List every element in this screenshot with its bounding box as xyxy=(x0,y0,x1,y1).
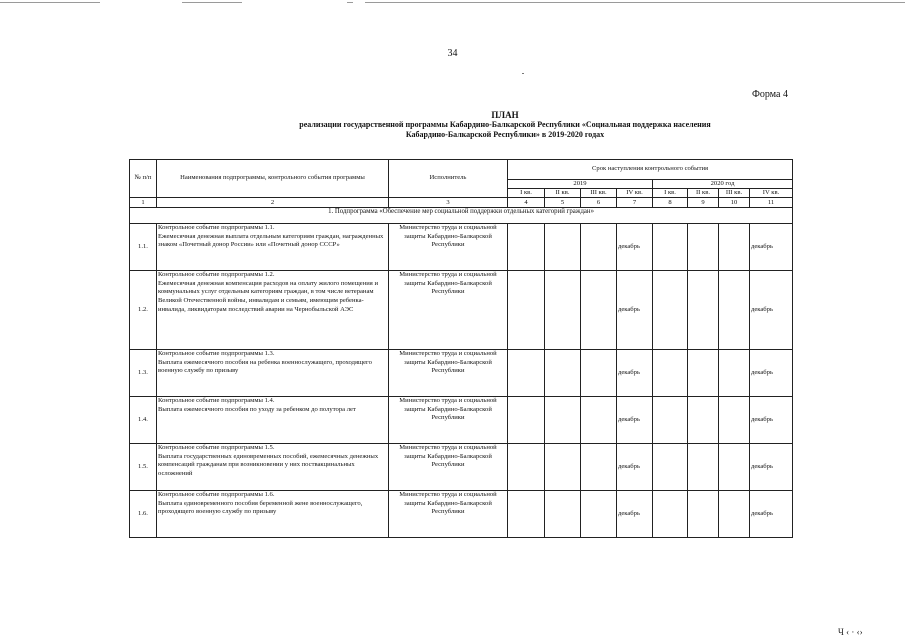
column-number: 8 xyxy=(653,198,688,208)
row-executor: Министерство труда и социальной защиты Кабардино-Балкарской Республики xyxy=(389,444,508,491)
quarter-cell xyxy=(719,224,750,271)
quarter-cell xyxy=(719,397,750,444)
quarter-cell xyxy=(545,491,581,538)
row-number: 1.3. xyxy=(130,350,157,397)
scan-edge-line-left xyxy=(0,2,100,3)
quarter-cell xyxy=(653,271,688,350)
quarter-cell xyxy=(719,491,750,538)
quarter-cell-deadline: декабрь xyxy=(617,397,653,444)
title-line-1: ПЛАН xyxy=(491,110,519,120)
quarter-cell xyxy=(653,444,688,491)
column-number: 10 xyxy=(719,198,750,208)
quarter-cell xyxy=(581,271,617,350)
column-number: 11 xyxy=(750,198,793,208)
column-number: 9 xyxy=(688,198,719,208)
header-quarter: III кв. xyxy=(581,189,617,198)
table-row xyxy=(130,224,793,271)
column-number: 2 xyxy=(157,198,389,208)
quarter-cell xyxy=(719,444,750,491)
quarter-cell xyxy=(545,397,581,444)
quarter-cell-deadline: декабрь xyxy=(750,397,793,444)
quarter-cell xyxy=(508,224,545,271)
row-number: 1.6. xyxy=(130,491,157,538)
row-event-name: Контрольное событие подпрограммы 1.6. Выплата единовременного пособия беременной жене военнослужащего, проходящего военную службу по призыву xyxy=(157,491,389,538)
scan-edge-line-right xyxy=(365,2,905,3)
form-label: Форма 4 xyxy=(752,89,788,100)
quarter-cell xyxy=(719,350,750,397)
row-event-name: Контрольное событие подпрограммы 1.1. Ежемесячная денежная выплата отдельным категориям граждан, награжденных знаком «Почетный донор России» или «Почетный донор СССР» xyxy=(157,224,389,271)
row-executor: Министерство труда и социальной защиты Кабардино-Балкарской Республики xyxy=(389,397,508,444)
quarter-cell xyxy=(545,271,581,350)
row-executor: Министерство труда и социальной защиты Кабардино-Балкарской Республики xyxy=(389,224,508,271)
page-number: 34 xyxy=(447,48,458,59)
quarter-cell xyxy=(581,444,617,491)
quarter-cell xyxy=(581,350,617,397)
row-event-name: Контрольное событие подпрограммы 1.4. Выплата ежемесячного пособия по уходу за ребенком до полутора лет xyxy=(157,397,389,444)
quarter-cell xyxy=(688,491,719,538)
header-quarter: IV кв. xyxy=(750,189,793,198)
quarter-cell xyxy=(581,397,617,444)
table-row xyxy=(130,491,793,538)
scan-edge-line-mid xyxy=(182,2,242,3)
column-number-row xyxy=(130,198,793,208)
plan-table xyxy=(129,159,793,538)
row-executor: Министерство труда и социальной защиты Кабардино-Балкарской Республики xyxy=(389,350,508,397)
row-number: 1.1. xyxy=(130,224,157,271)
row-event-name: Контрольное событие подпрограммы 1.5. Выплата государственных единовременных пособий, ежемесячных денежных компенсаций гражданам при возникновении у них поствакцинальных осложнений xyxy=(157,444,389,491)
row-executor: Министерство труда и социальной защиты Кабардино-Балкарской Республики xyxy=(389,491,508,538)
table-row xyxy=(130,271,793,350)
scan-speck xyxy=(522,73,524,74)
header-year-2019: 2019 xyxy=(508,180,653,189)
row-number: 1.2. xyxy=(130,271,157,350)
header-quarter: I кв. xyxy=(653,189,688,198)
quarter-cell-deadline: декабрь xyxy=(750,350,793,397)
quarter-cell xyxy=(688,444,719,491)
quarter-cell xyxy=(653,350,688,397)
header-quarter: II кв. xyxy=(545,189,581,198)
column-number: 4 xyxy=(508,198,545,208)
quarter-cell xyxy=(545,224,581,271)
header-year-2020: 2020 год xyxy=(653,180,793,189)
header-executor: Исполнитель xyxy=(389,160,508,198)
title-line-2: реализации государственной программы Кабардино-Балкарской Республики «Социальная поддержка населения xyxy=(299,120,711,129)
quarter-cell-deadline: декабрь xyxy=(750,271,793,350)
header-num: № п/п xyxy=(130,160,157,198)
corner-marks: Ч ‹ · ‹› xyxy=(838,627,863,637)
header-name: Наименования подпрограммы, контрольного события программы xyxy=(157,160,389,198)
row-event-name: Контрольное событие подпрограммы 1.2. Ежемесячная денежная компенсация расходов на оплату жилого помещения и коммунальных услуг отдельным категориям граждан, в том числе ветеранам Великой Отечественной войны, инвалидам и семьям, имеющим ребенка-инвалида, ликвидаторам последствий аварии на Чернобыльской АЭС xyxy=(157,271,389,350)
column-number: 7 xyxy=(617,198,653,208)
section-row xyxy=(130,208,793,224)
quarter-cell xyxy=(653,397,688,444)
quarter-cell xyxy=(688,397,719,444)
quarter-cell-deadline: декабрь xyxy=(617,271,653,350)
quarter-cell xyxy=(653,224,688,271)
quarter-cell xyxy=(688,350,719,397)
quarter-cell-deadline: декабрь xyxy=(617,491,653,538)
row-number: 1.5. xyxy=(130,444,157,491)
title-line-3: Кабардино-Балкарской Республики» в 2019-2020 годах xyxy=(405,130,605,139)
column-number: 1 xyxy=(130,198,157,208)
quarter-cell xyxy=(688,271,719,350)
quarter-cell xyxy=(719,271,750,350)
table-row xyxy=(130,444,793,491)
quarter-cell xyxy=(581,491,617,538)
column-number: 3 xyxy=(389,198,508,208)
quarter-cell xyxy=(508,350,545,397)
table-row xyxy=(130,350,793,397)
row-executor: Министерство труда и социальной защиты Кабардино-Балкарской Республики xyxy=(389,271,508,350)
row-event-name: Контрольное событие подпрограммы 1.3. Выплата ежемесячного пособия на ребенка военнослужащего, проходящего военную службу по призыву xyxy=(157,350,389,397)
quarter-cell-deadline: декабрь xyxy=(750,491,793,538)
quarter-cell xyxy=(581,224,617,271)
quarter-cell xyxy=(545,350,581,397)
quarter-cell-deadline: декабрь xyxy=(750,224,793,271)
quarter-cell-deadline: декабрь xyxy=(617,224,653,271)
quarter-cell xyxy=(508,444,545,491)
section-title: 1. Подпрограмма «Обеспечение мер социальной поддержки отдельных категорий граждан» xyxy=(130,208,793,224)
table-body xyxy=(130,224,793,538)
quarter-cell-deadline: декабрь xyxy=(617,444,653,491)
header-quarter: I кв. xyxy=(508,189,545,198)
quarter-cell-deadline: декабрь xyxy=(750,444,793,491)
header-quarter: IV кв. xyxy=(617,189,653,198)
table-row xyxy=(130,397,793,444)
quarter-cell xyxy=(508,491,545,538)
row-number: 1.4. xyxy=(130,397,157,444)
scan-edge-line-dash xyxy=(347,2,353,3)
header-row-1 xyxy=(130,160,793,180)
quarter-cell xyxy=(688,224,719,271)
column-number: 5 xyxy=(545,198,581,208)
quarter-cell xyxy=(545,444,581,491)
header-deadline: Срок наступления контрольного события xyxy=(508,160,793,180)
quarter-cell xyxy=(508,397,545,444)
quarter-cell xyxy=(653,491,688,538)
quarter-cell xyxy=(508,271,545,350)
header-quarter: II кв. xyxy=(688,189,719,198)
header-quarter: III кв. xyxy=(719,189,750,198)
quarter-cell-deadline: декабрь xyxy=(617,350,653,397)
column-number: 6 xyxy=(581,198,617,208)
document-title xyxy=(230,110,780,140)
